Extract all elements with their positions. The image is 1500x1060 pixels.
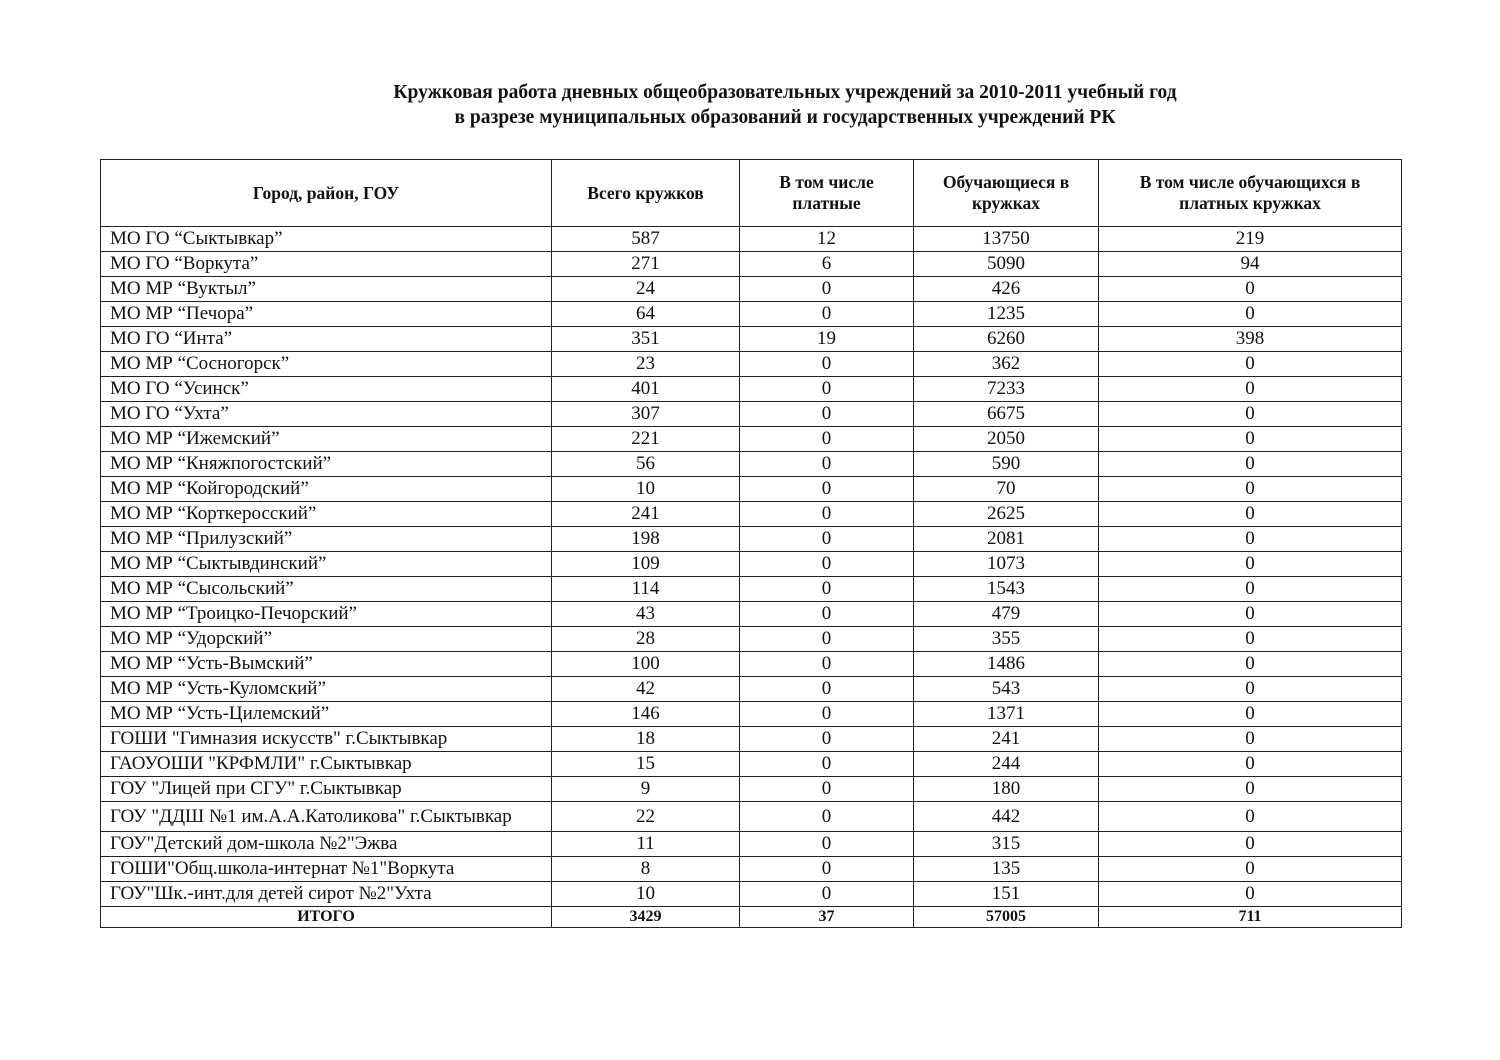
cell-students: 362 (914, 352, 1099, 377)
cell-paid: 0 (740, 452, 914, 477)
cell-paid-students: 0 (1099, 882, 1402, 907)
cell-students: 442 (914, 802, 1099, 832)
table-row (101, 882, 1402, 907)
cell-paid: 0 (740, 832, 914, 857)
cell-paid: 0 (740, 477, 914, 502)
cell-paid-students: 0 (1099, 832, 1402, 857)
cell-total: 221 (552, 427, 740, 452)
table-row (101, 227, 1402, 252)
cell-total: 22 (552, 802, 740, 832)
table-row (101, 527, 1402, 552)
cell-paid-students: 0 (1099, 627, 1402, 652)
cell-students: 5090 (914, 252, 1099, 277)
cell-total: 100 (552, 652, 740, 677)
table-row (101, 727, 1402, 752)
cell-students: 6260 (914, 327, 1099, 352)
cell-total: 114 (552, 577, 740, 602)
cell-students: 2050 (914, 427, 1099, 452)
cell-name: МО МР “Княжпогостский” (101, 452, 552, 477)
cell-paid: 0 (740, 727, 914, 752)
cell-total: 109 (552, 552, 740, 577)
cell-students: 180 (914, 777, 1099, 802)
cell-total: 401 (552, 377, 740, 402)
cell-name: ГОУ "Лицей при СГУ" г.Сыктывкар (101, 777, 552, 802)
cell-paid-students: 219 (1099, 227, 1402, 252)
table-row (101, 832, 1402, 857)
cell-paid-students: 94 (1099, 252, 1402, 277)
cell-students: 13750 (914, 227, 1099, 252)
cell-total: 11 (552, 832, 740, 857)
cell-paid-students: 0 (1099, 377, 1402, 402)
cell-total: 18 (552, 727, 740, 752)
cell-paid-students: 0 (1099, 602, 1402, 627)
cell-students: 479 (914, 602, 1099, 627)
totals-row (101, 907, 1402, 928)
title-line-1: Кружковая работа дневных общеобразовательных учреждений за 2010-2011 учебный год (393, 82, 1177, 103)
cell-students: 2081 (914, 527, 1099, 552)
cell-paid-students: 0 (1099, 527, 1402, 552)
cell-total: 146 (552, 702, 740, 727)
cell-paid: 0 (740, 702, 914, 727)
cell-total: 241 (552, 502, 740, 527)
cell-students: 70 (914, 477, 1099, 502)
table-row (101, 427, 1402, 452)
cell-paid: 0 (740, 427, 914, 452)
totals-label: ИТОГО (101, 907, 552, 928)
cell-paid: 0 (740, 552, 914, 577)
table-row (101, 252, 1402, 277)
totals-paid-students: 711 (1099, 907, 1402, 928)
table-row (101, 777, 1402, 802)
cell-name: МО МР “Усть-Цилемский” (101, 702, 552, 727)
cell-paid-students: 0 (1099, 477, 1402, 502)
title-line-2: в разрезе муниципальных образований и государственных учреждений РК (454, 107, 1116, 128)
cell-paid: 0 (740, 577, 914, 602)
cell-paid-students: 0 (1099, 277, 1402, 302)
cell-paid-students: 0 (1099, 752, 1402, 777)
cell-name: МО МР “Вуктыл” (101, 277, 552, 302)
cell-paid-students: 0 (1099, 727, 1402, 752)
header-paid-students: В том числе обучающихся в платных кружках (1099, 160, 1402, 227)
cell-paid: 19 (740, 327, 914, 352)
document-title (0, 80, 1500, 130)
table-body (101, 227, 1402, 907)
cell-paid: 0 (740, 882, 914, 907)
cell-paid: 0 (740, 752, 914, 777)
table-row (101, 627, 1402, 652)
cell-paid: 6 (740, 252, 914, 277)
table-row (101, 552, 1402, 577)
cell-name: ГОШИ"Общ.школа-интернат №1"Воркута (101, 857, 552, 882)
cell-paid: 0 (740, 277, 914, 302)
cell-total: 43 (552, 602, 740, 627)
cell-students: 426 (914, 277, 1099, 302)
table-row (101, 857, 1402, 882)
cell-paid-students: 0 (1099, 427, 1402, 452)
cell-paid: 0 (740, 802, 914, 832)
cell-name: МО ГО “Ухта” (101, 402, 552, 427)
cell-students: 590 (914, 452, 1099, 477)
cell-students: 1073 (914, 552, 1099, 577)
table-row (101, 402, 1402, 427)
cell-paid-students: 0 (1099, 857, 1402, 882)
cell-total: 8 (552, 857, 740, 882)
cell-paid-students: 0 (1099, 352, 1402, 377)
cell-paid: 0 (740, 677, 914, 702)
cell-total: 15 (552, 752, 740, 777)
cell-total: 9 (552, 777, 740, 802)
cell-paid-students: 398 (1099, 327, 1402, 352)
header-name: Город, район, ГОУ (101, 160, 552, 227)
table-row (101, 477, 1402, 502)
cell-name: МО ГО “Воркута” (101, 252, 552, 277)
cell-name: МО МР “Усть-Куломский” (101, 677, 552, 702)
header-paid: В том числе платные (740, 160, 914, 227)
cell-paid: 0 (740, 352, 914, 377)
cell-name: МО МР “Сосногорск” (101, 352, 552, 377)
cell-paid-students: 0 (1099, 677, 1402, 702)
table-row (101, 702, 1402, 727)
cell-paid: 0 (740, 302, 914, 327)
cell-total: 42 (552, 677, 740, 702)
cell-students: 135 (914, 857, 1099, 882)
cell-name: ГОШИ "Гимназия искусств" г.Сыктывкар (101, 727, 552, 752)
cell-paid-students: 0 (1099, 777, 1402, 802)
cell-total: 10 (552, 477, 740, 502)
cell-total: 56 (552, 452, 740, 477)
cell-name: МО МР “Усть-Вымский” (101, 652, 552, 677)
cell-students: 355 (914, 627, 1099, 652)
cell-students: 244 (914, 752, 1099, 777)
table-row (101, 802, 1402, 832)
table-row (101, 277, 1402, 302)
cell-total: 307 (552, 402, 740, 427)
cell-paid: 0 (740, 602, 914, 627)
cell-paid-students: 0 (1099, 577, 1402, 602)
cell-paid: 0 (740, 377, 914, 402)
cell-name: МО ГО “Инта” (101, 327, 552, 352)
cell-total: 587 (552, 227, 740, 252)
cell-students: 151 (914, 882, 1099, 907)
cell-paid: 0 (740, 857, 914, 882)
table-row (101, 752, 1402, 777)
cell-students: 1235 (914, 302, 1099, 327)
cell-total: 198 (552, 527, 740, 552)
cell-paid: 0 (740, 527, 914, 552)
cell-paid: 0 (740, 652, 914, 677)
totals-students: 57005 (914, 907, 1099, 928)
cell-paid-students: 0 (1099, 802, 1402, 832)
cell-students: 6675 (914, 402, 1099, 427)
cell-students: 1486 (914, 652, 1099, 677)
cell-total: 351 (552, 327, 740, 352)
cell-students: 543 (914, 677, 1099, 702)
cell-name: МО МР “Печора” (101, 302, 552, 327)
report-table (100, 159, 1402, 928)
cell-name: МО ГО “Сыктывкар” (101, 227, 552, 252)
table-row (101, 677, 1402, 702)
cell-name: ГАОУОШИ "КРФМЛИ" г.Сыктывкар (101, 752, 552, 777)
cell-name: МО МР “Сыктывдинский” (101, 552, 552, 577)
cell-students: 1543 (914, 577, 1099, 602)
table-row (101, 502, 1402, 527)
cell-name: ГОУ"Шк.-инт.для детей сирот №2"Ухта (101, 882, 552, 907)
header-students: Обучающиеся в кружках (914, 160, 1099, 227)
totals-total: 3429 (552, 907, 740, 928)
cell-students: 1371 (914, 702, 1099, 727)
cell-students: 315 (914, 832, 1099, 857)
cell-total: 271 (552, 252, 740, 277)
cell-name: МО МР “Койгородский” (101, 477, 552, 502)
table-row (101, 302, 1402, 327)
header-total: Всего кружков (552, 160, 740, 227)
table-row (101, 377, 1402, 402)
cell-total: 24 (552, 277, 740, 302)
table-row (101, 452, 1402, 477)
cell-total: 23 (552, 352, 740, 377)
cell-total: 64 (552, 302, 740, 327)
cell-students: 2625 (914, 502, 1099, 527)
cell-paid: 12 (740, 227, 914, 252)
table-row (101, 602, 1402, 627)
table-row (101, 352, 1402, 377)
cell-paid-students: 0 (1099, 552, 1402, 577)
cell-name: МО МР “Удорский” (101, 627, 552, 652)
cell-paid-students: 0 (1099, 702, 1402, 727)
cell-name: МО МР “Прилузский” (101, 527, 552, 552)
cell-students: 7233 (914, 377, 1099, 402)
table-row (101, 577, 1402, 602)
cell-total: 10 (552, 882, 740, 907)
header-row (101, 160, 1402, 227)
cell-students: 241 (914, 727, 1099, 752)
table-row (101, 652, 1402, 677)
cell-name: МО МР “Ижемский” (101, 427, 552, 452)
table-row (101, 327, 1402, 352)
cell-paid-students: 0 (1099, 452, 1402, 477)
cell-name: МО МР “Сысольский” (101, 577, 552, 602)
cell-paid-students: 0 (1099, 402, 1402, 427)
cell-name: ГОУ "ДДШ №1 им.А.А.Католикова" г.Сыктывкар (101, 802, 552, 832)
totals-paid: 37 (740, 907, 914, 928)
cell-paid-students: 0 (1099, 502, 1402, 527)
cell-paid-students: 0 (1099, 302, 1402, 327)
cell-paid: 0 (740, 402, 914, 427)
cell-paid: 0 (740, 777, 914, 802)
cell-paid-students: 0 (1099, 652, 1402, 677)
cell-total: 28 (552, 627, 740, 652)
cell-name: МО ГО “Усинск” (101, 377, 552, 402)
cell-name: МО МР “Корткеросский” (101, 502, 552, 527)
cell-name: МО МР “Троицко-Печорский” (101, 602, 552, 627)
cell-paid: 0 (740, 627, 914, 652)
cell-name: ГОУ"Детский дом-школа №2"Эжва (101, 832, 552, 857)
cell-paid: 0 (740, 502, 914, 527)
